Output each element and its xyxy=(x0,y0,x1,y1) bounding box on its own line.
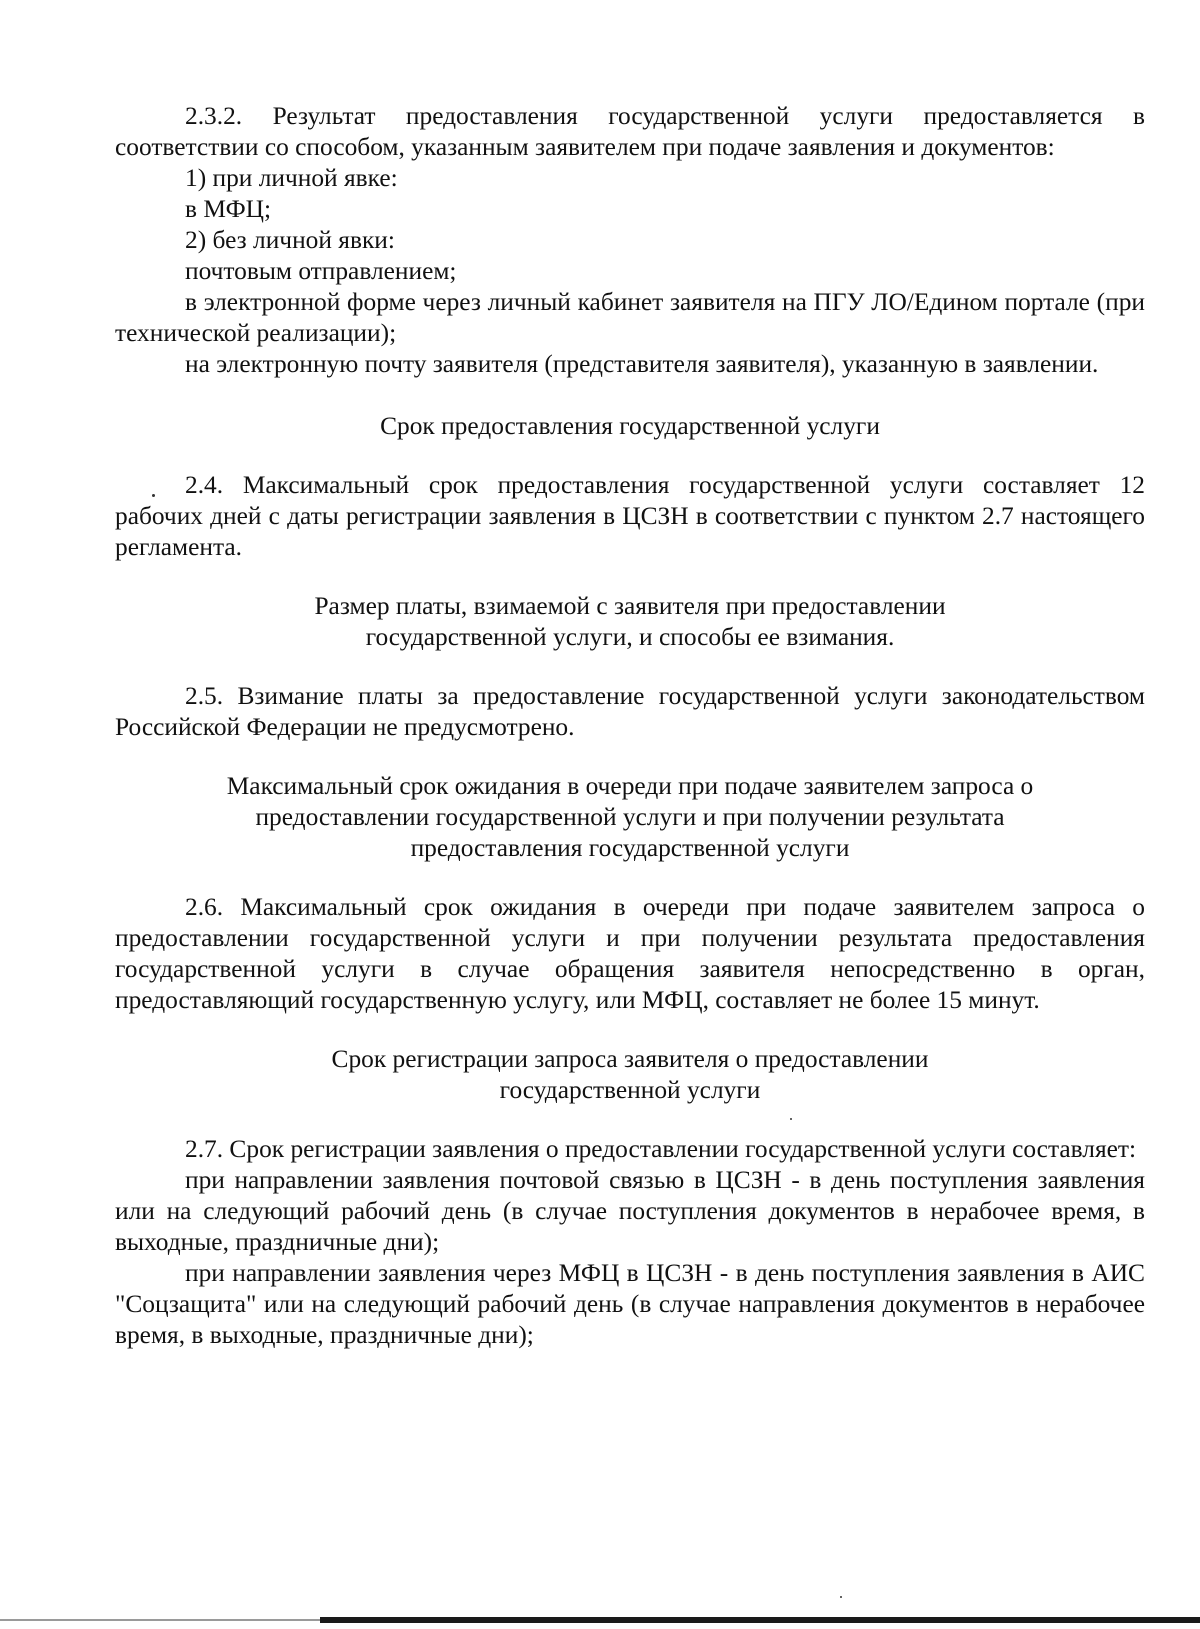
scan-speck xyxy=(790,1118,792,1120)
scan-speck xyxy=(840,1596,842,1598)
heading-fee-line-2: государственной услуги, и способы ее взимания. xyxy=(365,623,895,651)
scan-edge-line-faint xyxy=(0,1619,320,1621)
heading-queue xyxy=(115,771,1145,864)
paragraph-2-5: 2.5. Взимание платы за предоставление государственной услуги законодательством Российской Федерации не предусмотрено. xyxy=(115,682,1145,741)
heading-queue-line-2: предоставлении государственной услуги и при получении результата xyxy=(255,803,1005,831)
list-item-email: на электронную почту заявителя (представителя заявителя), указанную в заявлении. xyxy=(185,350,1099,378)
list-item-remote: 2) без личной явки: xyxy=(185,226,395,254)
paragraph-2-7: 2.7. Срок регистрации заявления о предоставлении государственной услуги составляет: xyxy=(185,1135,1137,1163)
heading-queue-line-3: предоставления государственной услуги xyxy=(410,834,850,862)
document-body xyxy=(115,101,1145,1351)
paragraph-2-7-mfc: при направлении заявления через МФЦ в ЦСЗН - в день поступления заявления в АИС "Соцзащита" или на следующий рабочий день (в случае направления документов в нерабочее время, в выходные, праздничные дни); xyxy=(115,1259,1145,1349)
heading-fee-line-1: Размер платы, взимаемой с заявителя при предоставлении xyxy=(314,592,946,620)
list-item-electronic: в электронной форме через личный кабинет заявителя на ПГУ ЛО/Едином портале (при технической реализации); xyxy=(115,288,1145,347)
heading-term xyxy=(115,411,1145,442)
heading-registration xyxy=(115,1044,1145,1106)
heading-term-text: Срок предоставления государственной услуги xyxy=(380,412,880,440)
scan-edge-line xyxy=(320,1617,1200,1623)
paragraph-2-4: 2.4. Максимальный срок предоставления государственной услуги составляет 12 рабочих дней с даты регистрации заявления в ЦСЗН в соответствии с пунктом 2.7 настоящего регламента. xyxy=(115,471,1145,561)
paragraph-2-7-post: при направлении заявления почтовой связью в ЦСЗН - в день поступления заявления или на следующий рабочий день (в случае поступления документов в нерабочее время, в выходные, праздничные дни); xyxy=(115,1166,1145,1256)
list-item-personal: 1) при личной явке: xyxy=(185,164,398,192)
heading-queue-line-1: Максимальный срок ожидания в очереди при подаче заявителем запроса о xyxy=(226,772,1034,800)
heading-registration-line-2: государственной услуги xyxy=(499,1076,761,1104)
list-item-post: почтовым отправлением; xyxy=(185,257,457,285)
scan-speck xyxy=(152,494,155,497)
paragraph-2-3-2: 2.3.2. Результат предоставления государственной услуги предоставляется в соответствии со способом, указанным заявителем при подаче заявления и документов: xyxy=(115,102,1145,161)
paragraph-2-6: 2.6. Максимальный срок ожидания в очереди при подаче заявителем запроса о предоставлении государственной услуги и при получении результата предоставления государственной услуги в случае обращения заявителя непосредственно в орган, предоставляющий государственную услугу, или МФЦ, составляет не более 15 минут. xyxy=(115,893,1145,1014)
heading-fee xyxy=(115,591,1145,653)
list-item-mfc: в МФЦ; xyxy=(185,195,272,223)
heading-registration-line-1: Срок регистрации запроса заявителя о предоставлении xyxy=(331,1045,929,1073)
